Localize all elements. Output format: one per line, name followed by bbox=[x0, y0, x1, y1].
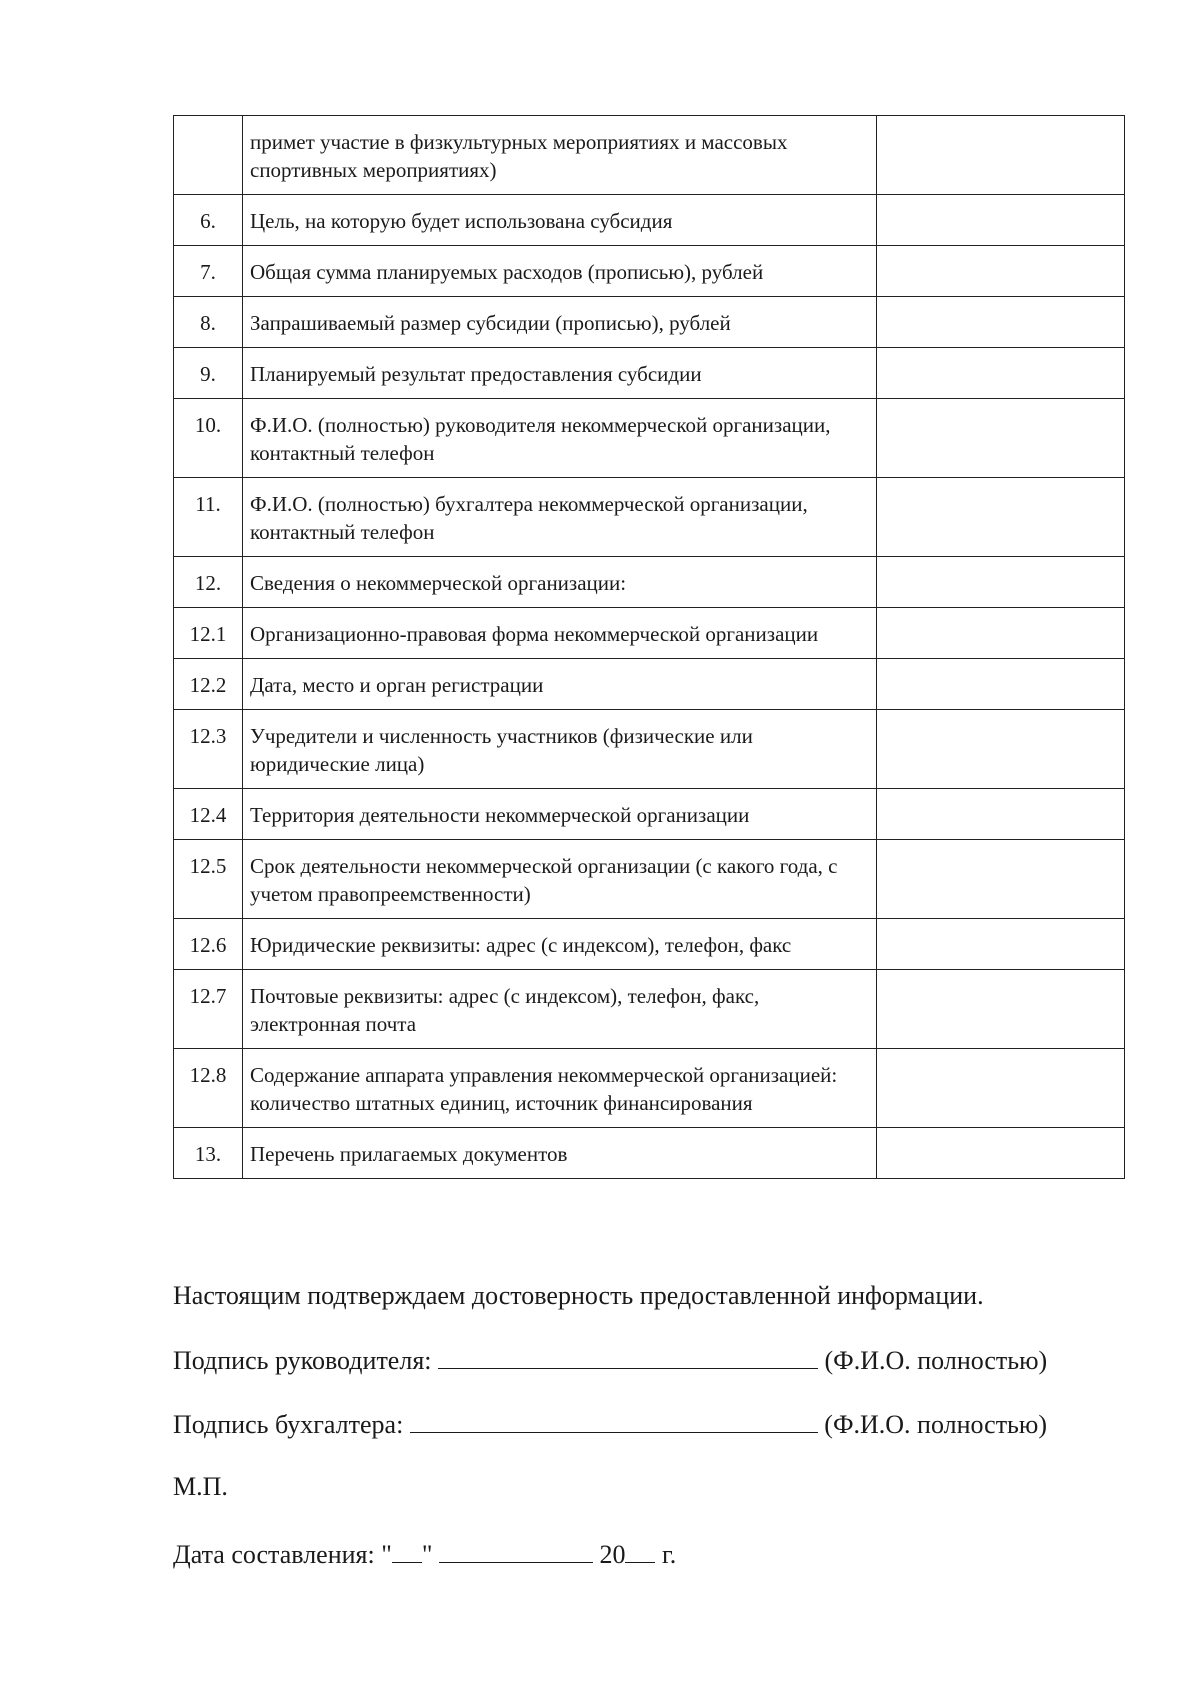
row-number: 12.8 bbox=[174, 1049, 243, 1128]
row-value-field[interactable] bbox=[877, 710, 1125, 789]
row-description: Учредители и численность участников (физические или юридические лица) bbox=[243, 710, 877, 789]
date-close-quote: " bbox=[421, 1540, 433, 1569]
director-signature-label: Подпись руководителя: bbox=[173, 1346, 432, 1375]
row-number: 13. bbox=[174, 1128, 243, 1179]
date-day-field[interactable] bbox=[392, 1536, 422, 1563]
row-description: Содержание аппарата управления некоммерческой организацией: количество штатных единиц, источник финансирования bbox=[243, 1049, 877, 1128]
date-year-prefix: 20 bbox=[599, 1540, 626, 1569]
table-row bbox=[174, 1049, 1125, 1128]
row-number: 12.1 bbox=[174, 608, 243, 659]
accountant-signature-field[interactable] bbox=[410, 1406, 818, 1433]
row-description: Ф.И.О. (полностью) бухгалтера некоммерческой организации, контактный телефон bbox=[243, 478, 877, 557]
row-description: Цель, на которую будет использована субсидия bbox=[243, 195, 877, 246]
row-description: Срок деятельности некоммерческой организации (с какого года, с учетом правопреемственности) bbox=[243, 840, 877, 919]
row-number: 12.5 bbox=[174, 840, 243, 919]
table-row bbox=[174, 116, 1125, 195]
date-open-quote: " bbox=[381, 1540, 392, 1569]
row-number: 12.3 bbox=[174, 710, 243, 789]
table-row bbox=[174, 399, 1125, 478]
row-number: 8. bbox=[174, 297, 243, 348]
row-value-field[interactable] bbox=[877, 608, 1125, 659]
row-value-field[interactable] bbox=[877, 1049, 1125, 1128]
row-description: Перечень прилагаемых документов bbox=[243, 1128, 877, 1179]
row-value-field[interactable] bbox=[877, 246, 1125, 297]
stamp-place: М.П. bbox=[173, 1472, 228, 1501]
row-description: Территория деятельности некоммерческой организации bbox=[243, 789, 877, 840]
table-row bbox=[174, 840, 1125, 919]
row-number: 12.7 bbox=[174, 970, 243, 1049]
row-description: Общая сумма планируемых расходов (прописью), рублей bbox=[243, 246, 877, 297]
row-description: Сведения о некоммерческой организации: bbox=[243, 557, 877, 608]
director-signature-line bbox=[173, 1342, 1047, 1377]
row-value-field[interactable] bbox=[877, 195, 1125, 246]
row-value-field[interactable] bbox=[877, 116, 1125, 195]
accountant-signature-label: Подпись бухгалтера: bbox=[173, 1410, 404, 1439]
row-number bbox=[174, 116, 243, 195]
row-value-field[interactable] bbox=[877, 348, 1125, 399]
row-description: Юридические реквизиты: адрес (с индексом), телефон, факс bbox=[243, 919, 877, 970]
row-value-field[interactable] bbox=[877, 659, 1125, 710]
row-number: 9. bbox=[174, 348, 243, 399]
director-signature-suffix: (Ф.И.О. полностью) bbox=[824, 1346, 1048, 1375]
table-row bbox=[174, 710, 1125, 789]
row-value-field[interactable] bbox=[877, 478, 1125, 557]
row-number: 7. bbox=[174, 246, 243, 297]
application-table bbox=[173, 115, 1125, 1179]
table-row bbox=[174, 1128, 1125, 1179]
row-value-field[interactable] bbox=[877, 970, 1125, 1049]
table-row bbox=[174, 789, 1125, 840]
table-row bbox=[174, 659, 1125, 710]
row-number: 12.6 bbox=[174, 919, 243, 970]
row-value-field[interactable] bbox=[877, 840, 1125, 919]
row-description: Дата, место и орган регистрации bbox=[243, 659, 877, 710]
compilation-date-label: Дата составления: bbox=[173, 1540, 375, 1569]
row-value-field[interactable] bbox=[877, 399, 1125, 478]
row-description: примет участие в физкультурных мероприятиях и массовых спортивных мероприятиях) bbox=[243, 116, 877, 195]
row-description: Запрашиваемый размер субсидии (прописью), рублей bbox=[243, 297, 877, 348]
date-month-field[interactable] bbox=[439, 1536, 593, 1563]
row-value-field[interactable] bbox=[877, 1128, 1125, 1179]
table-row bbox=[174, 970, 1125, 1049]
table-row bbox=[174, 478, 1125, 557]
confirmation-text: Настоящим подтверждаем достоверность предоставленной информации. bbox=[173, 1281, 984, 1310]
row-value-field[interactable] bbox=[877, 297, 1125, 348]
row-description: Почтовые реквизиты: адрес (с индексом), телефон, факс, электронная почта bbox=[243, 970, 877, 1049]
row-description: Планируемый результат предоставления субсидии bbox=[243, 348, 877, 399]
row-number: 12.2 bbox=[174, 659, 243, 710]
table-row bbox=[174, 246, 1125, 297]
table-row bbox=[174, 297, 1125, 348]
row-number: 6. bbox=[174, 195, 243, 246]
row-value-field[interactable] bbox=[877, 919, 1125, 970]
table-row bbox=[174, 919, 1125, 970]
table-row bbox=[174, 195, 1125, 246]
row-number: 12. bbox=[174, 557, 243, 608]
row-description: Ф.И.О. (полностью) руководителя некоммерческой организации, контактный телефон bbox=[243, 399, 877, 478]
date-year-field[interactable] bbox=[625, 1536, 655, 1563]
table-row bbox=[174, 608, 1125, 659]
row-number: 11. bbox=[174, 478, 243, 557]
row-description: Организационно-правовая форма некоммерческой организации bbox=[243, 608, 877, 659]
accountant-signature-line bbox=[173, 1406, 1047, 1441]
row-value-field[interactable] bbox=[877, 557, 1125, 608]
row-number: 12.4 bbox=[174, 789, 243, 840]
compilation-date-line bbox=[173, 1536, 676, 1571]
row-number: 10. bbox=[174, 399, 243, 478]
date-year-suffix: г. bbox=[661, 1540, 677, 1569]
application-table-body bbox=[174, 116, 1125, 1179]
table-row bbox=[174, 557, 1125, 608]
accountant-signature-suffix: (Ф.И.О. полностью) bbox=[824, 1410, 1047, 1439]
table-row bbox=[174, 348, 1125, 399]
row-value-field[interactable] bbox=[877, 789, 1125, 840]
director-signature-field[interactable] bbox=[438, 1342, 818, 1369]
